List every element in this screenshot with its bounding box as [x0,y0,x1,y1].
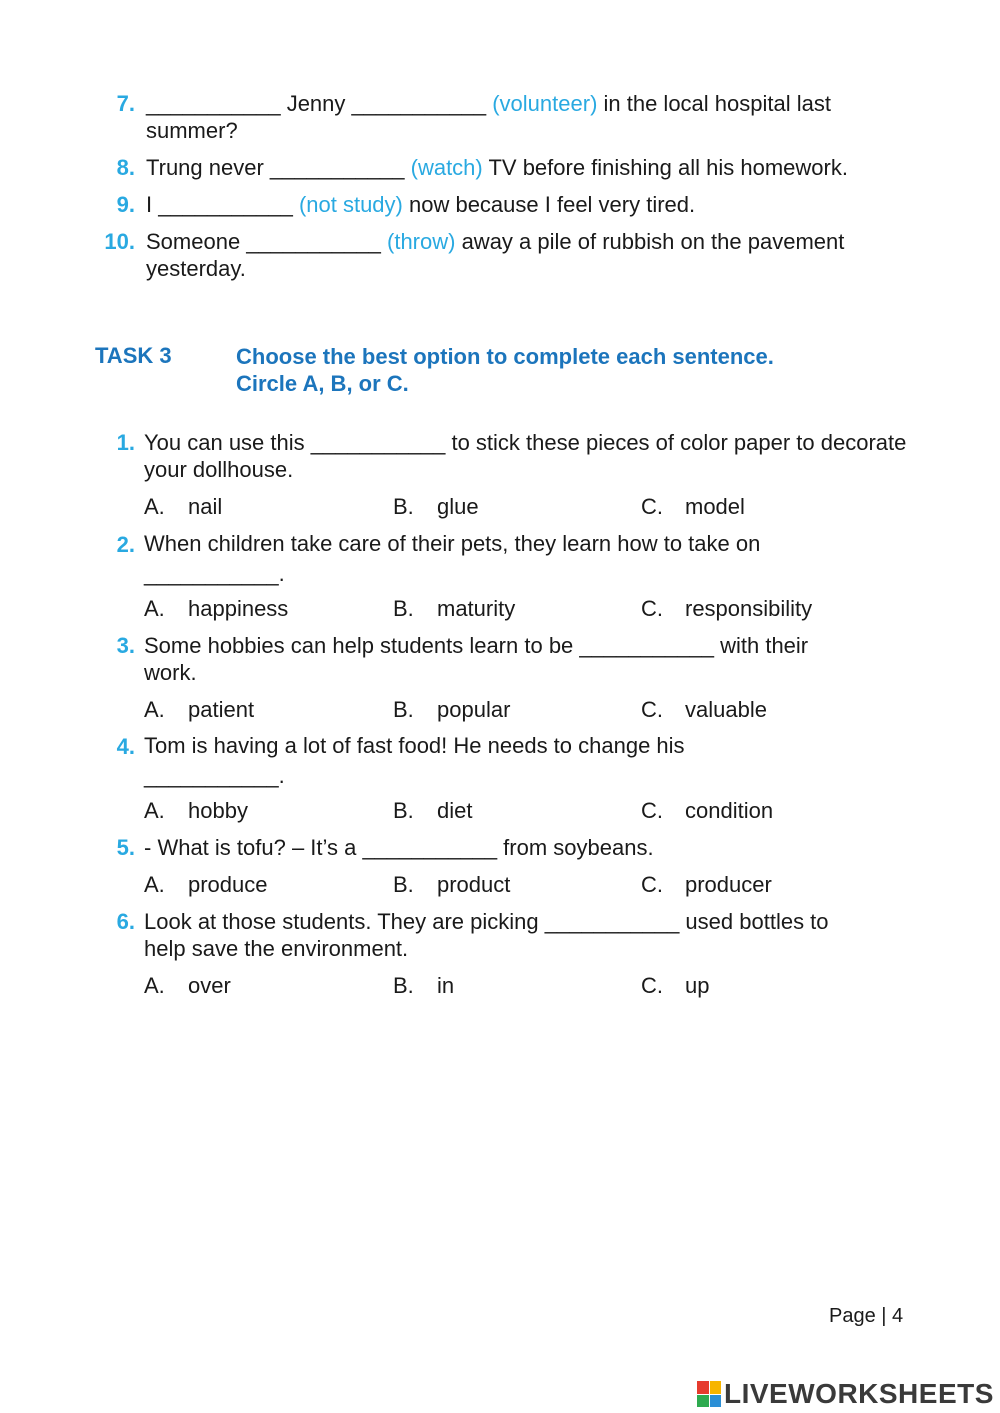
option-letter: C. [641,798,663,823]
option-letter: C. [641,596,663,621]
option-text: diet [437,798,473,823]
option-text: glue [437,494,479,519]
options-question-1 [144,493,904,520]
option-letter: A. [144,973,165,998]
sentence-start: ___________ Jenny ___________ [146,91,493,116]
option-letter: B. [393,973,414,998]
option-text: valuable [685,697,767,722]
option-text: hobby [188,798,248,823]
options-question-6 [144,972,904,999]
question-number: 5. [116,835,135,860]
question-number: 4. [116,734,135,759]
option-b[interactable] [393,493,479,520]
option-a[interactable] [144,493,222,520]
option-letter: B. [393,697,414,722]
options-question-4 [144,797,904,824]
question-text: - What is tofu? – It’s a ___________ from soybeans. [144,835,654,860]
option-letter: A. [144,798,165,823]
item-text [146,154,915,181]
option-b[interactable] [393,696,510,723]
question-number: 3. [116,633,135,658]
item-number: 7. [116,91,135,116]
instruction-line-2: Circle A, B, or C. [236,371,409,396]
option-a[interactable] [144,696,254,723]
option-letter: B. [393,596,414,621]
task3-instruction [236,343,876,397]
option-text: responsibility [685,596,813,621]
option-text: patient [188,697,255,722]
sentence-end: in the local hospital last summer? [146,91,831,143]
option-text: over [188,973,231,998]
options-question-3 [144,696,904,723]
option-text: maturity [437,596,516,621]
option-b[interactable] [393,797,472,824]
option-b[interactable] [393,595,515,622]
sentence-end: now because I feel very tired. [402,192,696,217]
sentence-end: away a pile of rubbish on the pavement yesterday. [146,229,845,281]
option-letter: C. [641,872,663,897]
item-text [146,191,915,218]
option-a[interactable] [144,972,231,999]
logo-block [697,1381,709,1394]
option-text: nail [188,494,223,519]
option-text: up [685,973,710,998]
option-b[interactable] [393,871,510,898]
item-number: 10. [104,229,135,254]
option-a[interactable] [144,871,268,898]
option-c[interactable] [641,696,767,723]
option-letter: C. [641,494,663,519]
page-number: Page | 4 [829,1305,904,1327]
question-text: Tom is having a lot of fast food! He needs to change his ___________. [144,733,685,788]
verb-cue: (watch) [410,155,483,180]
question-number: 2. [116,532,135,557]
option-letter: A. [144,872,165,897]
question-text: You can use this ___________ to stick these pieces of color paper to decorate your dollhouse. [144,430,907,482]
item-text [146,228,915,282]
options-question-5 [144,871,904,898]
instruction-line-1: Choose the best option to complete each sentence. [236,344,774,369]
sentence-start: Trung never ___________ [146,155,411,180]
sentence-start: Someone ___________ [146,229,387,254]
logo-text: LIVEWORKSHEETS [724,1378,994,1409]
option-c[interactable] [641,972,709,999]
task3-label: TASK 3 [95,343,172,368]
option-text: producer [685,872,772,897]
question-text: Some hobbies can help students learn to be ___________ with their work. [144,633,809,685]
options-question-2 [144,595,904,622]
option-text: happiness [188,596,289,621]
verb-cue: (throw) [387,229,456,254]
sentence-end: TV before finishing all his homework. [482,155,848,180]
option-c[interactable] [641,797,773,824]
logo-blocks-icon [697,1381,721,1407]
option-letter: A. [144,494,165,519]
item-number: 8. [116,155,135,180]
option-letter: B. [393,798,414,823]
option-c[interactable] [641,493,745,520]
liveworksheets-logo[interactable] [697,1378,994,1410]
option-letter: B. [393,872,414,897]
verb-cue: (not study) [298,192,403,217]
option-text: popular [437,697,511,722]
option-letter: C. [641,973,663,998]
logo-block [697,1395,709,1408]
verb-cue: (volunteer) [492,91,598,116]
option-a[interactable] [144,797,248,824]
logo-block [710,1381,722,1394]
question-text: When children take care of their pets, they learn how to take on ___________. [144,531,761,586]
item-text [146,90,915,144]
option-b[interactable] [393,972,454,999]
option-c[interactable] [641,871,772,898]
option-text: model [685,494,745,519]
option-letter: C. [641,697,663,722]
option-text: produce [188,872,268,897]
option-a[interactable] [144,595,288,622]
option-text: in [437,973,455,998]
question-number: 6. [116,909,135,934]
sentence-start: I ___________ [146,192,299,217]
option-text: product [437,872,511,897]
option-c[interactable] [641,595,812,622]
option-letter: A. [144,697,165,722]
question-number: 1. [116,430,135,455]
option-letter: A. [144,596,165,621]
question-text: Look at those students. They are picking ___________ used bottles to help save the environment. [144,909,829,961]
option-letter: B. [393,494,414,519]
item-number: 9. [116,192,135,217]
option-text: condition [685,798,774,823]
logo-block [710,1395,722,1408]
